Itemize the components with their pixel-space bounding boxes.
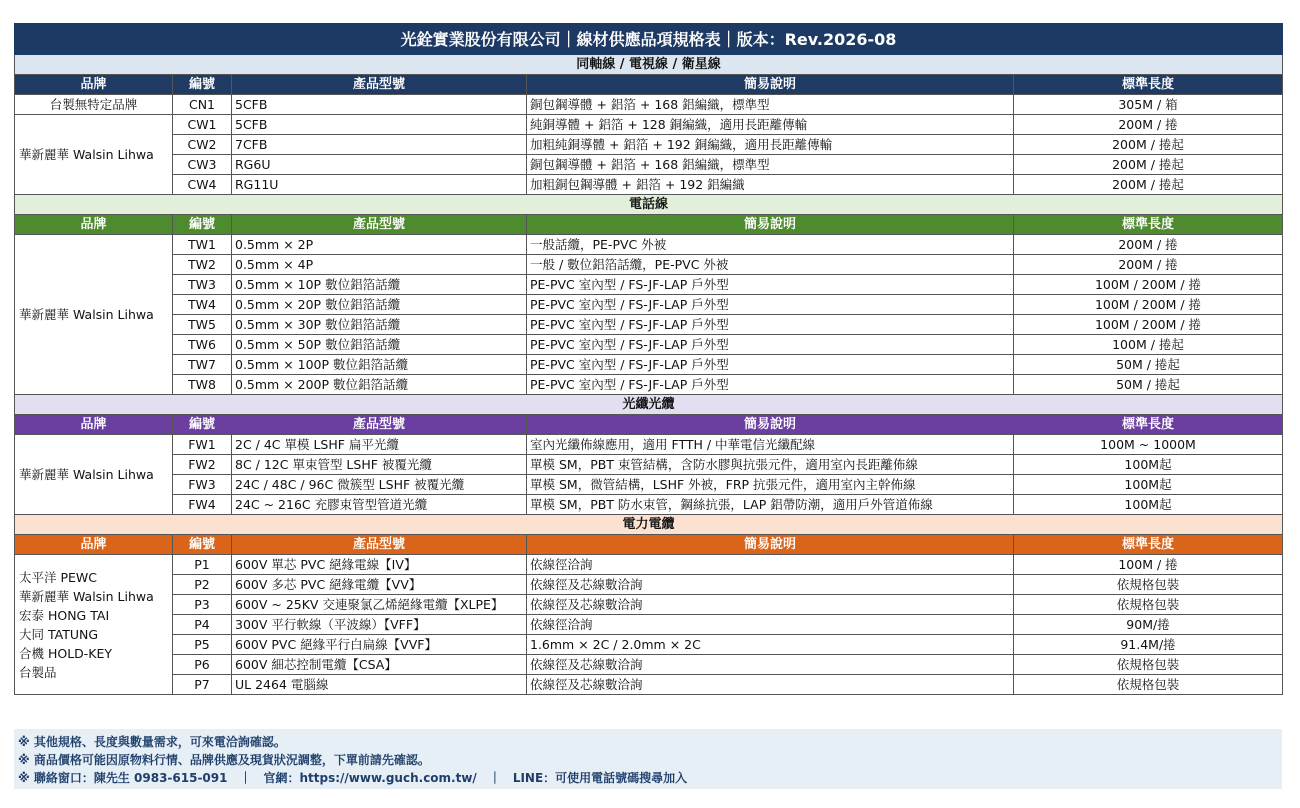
model-cell: 0.5mm × 4P bbox=[232, 255, 527, 275]
length-cell: 100M / 200M / 捲 bbox=[1014, 315, 1283, 335]
table-row bbox=[15, 455, 1283, 475]
code-cell: TW1 bbox=[173, 235, 232, 255]
length-cell: 305M / 箱 bbox=[1014, 95, 1283, 115]
model-cell: RG11U bbox=[232, 175, 527, 195]
page-title: 光銓實業股份有限公司｜線材供應品項規格表｜版本：Rev.2026-08 bbox=[15, 24, 1283, 55]
table-row bbox=[15, 135, 1283, 155]
code-cell: TW4 bbox=[173, 295, 232, 315]
section-title: 同軸線 / 電視線 / 衛星線 bbox=[15, 55, 1283, 75]
brand-cell bbox=[15, 95, 173, 115]
code-cell: CW4 bbox=[173, 175, 232, 195]
code-cell: CN1 bbox=[173, 95, 232, 115]
length-cell: 90M/捲 bbox=[1014, 615, 1283, 635]
length-cell: 100M起 bbox=[1014, 455, 1283, 475]
length-cell: 200M / 捲 bbox=[1014, 255, 1283, 275]
table-row bbox=[15, 175, 1283, 195]
brand-name: 大同 TATUNG bbox=[19, 626, 99, 642]
spec-sheet bbox=[14, 23, 1282, 695]
table-row bbox=[15, 315, 1283, 335]
desc-cell: 依線徑及芯線數洽詢 bbox=[527, 575, 1014, 595]
code-cell: FW3 bbox=[173, 475, 232, 495]
code-cell: TW3 bbox=[173, 275, 232, 295]
brand-cell bbox=[15, 115, 173, 195]
column-header-desc: 簡易說明 bbox=[527, 415, 1014, 435]
code-cell: P4 bbox=[173, 615, 232, 635]
length-cell: 100M / 200M / 捲 bbox=[1014, 275, 1283, 295]
length-cell: 50M / 捲起 bbox=[1014, 375, 1283, 395]
brand-name: 華新麗華 Walsin Lihwa bbox=[19, 588, 154, 604]
model-cell: 0.5mm × 20P 數位鋁箔話纜 bbox=[232, 295, 527, 315]
desc-cell: 純銅導體 + 鋁箔 + 128 銅編織，適用長距離傳輸 bbox=[527, 115, 1014, 135]
code-cell: TW8 bbox=[173, 375, 232, 395]
section-title-row bbox=[15, 515, 1283, 535]
desc-cell: 依線徑及芯線數洽詢 bbox=[527, 595, 1014, 615]
column-header-code: 編號 bbox=[173, 535, 232, 555]
desc-cell: 依線徑及芯線數洽詢 bbox=[527, 655, 1014, 675]
desc-cell: 依線徑洽詢 bbox=[527, 555, 1014, 575]
column-header-model: 產品型號 bbox=[232, 215, 527, 235]
table-row bbox=[15, 655, 1283, 675]
section-title: 電話線 bbox=[15, 195, 1283, 215]
model-cell: 5CFB bbox=[232, 115, 527, 135]
model-cell: 24C ~ 216C 充膠束管型管道光纜 bbox=[232, 495, 527, 515]
code-cell: P2 bbox=[173, 575, 232, 595]
desc-cell: PE-PVC 室內型 / FS-JF-LAP 戶外型 bbox=[527, 295, 1014, 315]
model-cell: 300V 平行軟線（平波線）【VFF】 bbox=[232, 615, 527, 635]
desc-cell: PE-PVC 室內型 / FS-JF-LAP 戶外型 bbox=[527, 375, 1014, 395]
brand-name: 合機 HOLD-KEY bbox=[19, 645, 113, 661]
desc-cell: 室內光纖佈線應用，適用 FTTH / 中華電信光纖配線 bbox=[527, 435, 1014, 455]
column-header-row bbox=[15, 535, 1283, 555]
desc-cell: 一般話纜，PE-PVC 外被 bbox=[527, 235, 1014, 255]
brand-name: 華新麗華 Walsin Lihwa bbox=[19, 307, 154, 322]
code-cell: CW1 bbox=[173, 115, 232, 135]
desc-cell: PE-PVC 室內型 / FS-JF-LAP 戶外型 bbox=[527, 355, 1014, 375]
column-header-desc: 簡易說明 bbox=[527, 535, 1014, 555]
section-title-row bbox=[15, 195, 1283, 215]
model-cell: 5CFB bbox=[232, 95, 527, 115]
code-cell: TW7 bbox=[173, 355, 232, 375]
brand-name: 台製無特定品牌 bbox=[49, 97, 138, 112]
code-cell: CW3 bbox=[173, 155, 232, 175]
model-cell: 600V 細芯控制電纜【CSA】 bbox=[232, 655, 527, 675]
length-cell: 100M起 bbox=[1014, 495, 1283, 515]
model-cell: 0.5mm × 200P 數位鋁箔話纜 bbox=[232, 375, 527, 395]
column-header-brand: 品牌 bbox=[15, 535, 173, 555]
brand-name: 宏泰 HONG TAI bbox=[19, 607, 110, 623]
code-cell: FW4 bbox=[173, 495, 232, 515]
code-cell: P7 bbox=[173, 675, 232, 695]
column-header-code: 編號 bbox=[173, 75, 232, 95]
brand-cell bbox=[15, 235, 173, 395]
table-row bbox=[15, 115, 1283, 135]
column-header-desc: 簡易說明 bbox=[527, 75, 1014, 95]
table-row bbox=[15, 615, 1283, 635]
table-row bbox=[15, 255, 1283, 275]
table-row bbox=[15, 495, 1283, 515]
spec-table bbox=[14, 23, 1283, 695]
length-cell: 200M / 捲 bbox=[1014, 235, 1283, 255]
column-header-length: 標準長度 bbox=[1014, 75, 1283, 95]
model-cell: RG6U bbox=[232, 155, 527, 175]
table-row bbox=[15, 555, 1283, 575]
length-cell: 100M起 bbox=[1014, 475, 1283, 495]
length-cell: 依規格包裝 bbox=[1014, 595, 1283, 615]
code-cell: TW2 bbox=[173, 255, 232, 275]
column-header-code: 編號 bbox=[173, 215, 232, 235]
model-cell: 600V ~ 25KV 交連聚氯乙烯絕緣電纜【XLPE】 bbox=[232, 595, 527, 615]
code-cell: P6 bbox=[173, 655, 232, 675]
table-row bbox=[15, 155, 1283, 175]
column-header-brand: 品牌 bbox=[15, 215, 173, 235]
table-row bbox=[15, 375, 1283, 395]
model-cell: 600V PVC 絕緣平行白扁線【VVF】 bbox=[232, 635, 527, 655]
desc-cell: 加粗銅包鋼導體 + 鋁箔 + 192 鋁編織 bbox=[527, 175, 1014, 195]
table-row bbox=[15, 95, 1283, 115]
table-row bbox=[15, 635, 1283, 655]
table-row bbox=[15, 335, 1283, 355]
column-header-brand: 品牌 bbox=[15, 415, 173, 435]
desc-cell: 1.6mm × 2C / 2.0mm × 2C bbox=[527, 635, 1014, 655]
table-row bbox=[15, 235, 1283, 255]
length-cell: 100M / 捲起 bbox=[1014, 335, 1283, 355]
desc-cell: 銅包鋼導體 + 鋁箔 + 168 鋁編織，標準型 bbox=[527, 155, 1014, 175]
notes-box bbox=[14, 729, 1282, 789]
model-cell: 0.5mm × 50P 數位鋁箔話纜 bbox=[232, 335, 527, 355]
desc-cell: 單模 SM，PBT 束管結構，含防水膠與抗張元件，適用室內長距離佈線 bbox=[527, 455, 1014, 475]
section-title-row bbox=[15, 55, 1283, 75]
code-cell: P5 bbox=[173, 635, 232, 655]
table-row bbox=[15, 475, 1283, 495]
desc-cell: 銅包鋼導體 + 鋁箔 + 168 鋁編織，標準型 bbox=[527, 95, 1014, 115]
note-line: ※ 聯絡窗口：陳先生 0983-615-091 ｜ 官網：https://www.guch.com.tw/ ｜ LINE：可使用電話號碼搜尋加入 bbox=[18, 771, 688, 785]
desc-cell: PE-PVC 室內型 / FS-JF-LAP 戶外型 bbox=[527, 335, 1014, 355]
code-cell: P3 bbox=[173, 595, 232, 615]
title-row bbox=[15, 24, 1283, 55]
code-cell: CW2 bbox=[173, 135, 232, 155]
table-row bbox=[15, 295, 1283, 315]
length-cell: 100M / 捲 bbox=[1014, 555, 1283, 575]
desc-cell: 單模 SM，PBT 防水束管，鋼絲抗張，LAP 鋁帶防潮，適用戶外管道佈線 bbox=[527, 495, 1014, 515]
model-cell: 600V 單芯 PVC 絕緣電線【IV】 bbox=[232, 555, 527, 575]
desc-cell: 依線徑洽詢 bbox=[527, 615, 1014, 635]
column-header-row bbox=[15, 75, 1283, 95]
table-row bbox=[15, 355, 1283, 375]
length-cell: 91.4M/捲 bbox=[1014, 635, 1283, 655]
model-cell: 600V 多芯 PVC 絕緣電纜【VV】 bbox=[232, 575, 527, 595]
table-row bbox=[15, 275, 1283, 295]
length-cell: 50M / 捲起 bbox=[1014, 355, 1283, 375]
brand-cell bbox=[15, 555, 173, 695]
column-header-row bbox=[15, 415, 1283, 435]
note-line: ※ 其他規格、長度與數量需求，可來電洽詢確認。 bbox=[18, 735, 286, 749]
column-header-code: 編號 bbox=[173, 415, 232, 435]
section-title: 電力電纜 bbox=[15, 515, 1283, 535]
model-cell: UL 2464 電腦線 bbox=[232, 675, 527, 695]
column-header-length: 標準長度 bbox=[1014, 215, 1283, 235]
column-header-length: 標準長度 bbox=[1014, 535, 1283, 555]
code-cell: FW1 bbox=[173, 435, 232, 455]
length-cell: 100M ~ 1000M bbox=[1014, 435, 1283, 455]
column-header-brand: 品牌 bbox=[15, 75, 173, 95]
section-title-row bbox=[15, 395, 1283, 415]
model-cell: 8C / 12C 單束管型 LSHF 被覆光纜 bbox=[232, 455, 527, 475]
desc-cell: PE-PVC 室內型 / FS-JF-LAP 戶外型 bbox=[527, 315, 1014, 335]
model-cell: 0.5mm × 100P 數位鋁箔話纜 bbox=[232, 355, 527, 375]
column-header-row bbox=[15, 215, 1283, 235]
desc-cell: 一般 / 數位鋁箔話纜，PE-PVC 外被 bbox=[527, 255, 1014, 275]
model-cell: 0.5mm × 2P bbox=[232, 235, 527, 255]
code-cell: TW6 bbox=[173, 335, 232, 355]
model-cell: 2C / 4C 單模 LSHF 扁平光纜 bbox=[232, 435, 527, 455]
column-header-model: 產品型號 bbox=[232, 415, 527, 435]
length-cell: 依規格包裝 bbox=[1014, 655, 1283, 675]
length-cell: 200M / 捲 bbox=[1014, 115, 1283, 135]
column-header-model: 產品型號 bbox=[232, 75, 527, 95]
length-cell: 依規格包裝 bbox=[1014, 575, 1283, 595]
brand-name: 華新麗華 Walsin Lihwa bbox=[19, 147, 154, 162]
code-cell: FW2 bbox=[173, 455, 232, 475]
table-row bbox=[15, 575, 1283, 595]
length-cell: 200M / 捲起 bbox=[1014, 135, 1283, 155]
code-cell: P1 bbox=[173, 555, 232, 575]
brand-name: 華新麗華 Walsin Lihwa bbox=[19, 467, 154, 482]
code-cell: TW5 bbox=[173, 315, 232, 335]
length-cell: 200M / 捲起 bbox=[1014, 155, 1283, 175]
desc-cell: PE-PVC 室內型 / FS-JF-LAP 戶外型 bbox=[527, 275, 1014, 295]
desc-cell: 依線徑及芯線數洽詢 bbox=[527, 675, 1014, 695]
table-row bbox=[15, 435, 1283, 455]
length-cell: 200M / 捲起 bbox=[1014, 175, 1283, 195]
desc-cell: 加粗純銅導體 + 鋁箔 + 192 銅編織，適用長距離傳輸 bbox=[527, 135, 1014, 155]
model-cell: 0.5mm × 30P 數位鋁箔話纜 bbox=[232, 315, 527, 335]
table-row bbox=[15, 595, 1283, 615]
column-header-desc: 簡易說明 bbox=[527, 215, 1014, 235]
note-line: ※ 商品價格可能因原物料行情、品牌供應及現貨狀況調整，下單前請先確認。 bbox=[18, 753, 430, 767]
desc-cell: 單模 SM，微管結構，LSHF 外被，FRP 抗張元件，適用室內主幹佈線 bbox=[527, 475, 1014, 495]
length-cell: 100M / 200M / 捲 bbox=[1014, 295, 1283, 315]
model-cell: 24C / 48C / 96C 微簇型 LSHF 被覆光纜 bbox=[232, 475, 527, 495]
brand-name: 台製品 bbox=[19, 664, 57, 680]
table-row bbox=[15, 675, 1283, 695]
model-cell: 7CFB bbox=[232, 135, 527, 155]
brand-cell bbox=[15, 435, 173, 515]
model-cell: 0.5mm × 10P 數位鋁箔話纜 bbox=[232, 275, 527, 295]
section-title: 光纖光纜 bbox=[15, 395, 1283, 415]
length-cell: 依規格包裝 bbox=[1014, 675, 1283, 695]
column-header-model: 產品型號 bbox=[232, 535, 527, 555]
brand-name: 太平洋 PEWC bbox=[19, 569, 97, 585]
column-header-length: 標準長度 bbox=[1014, 415, 1283, 435]
